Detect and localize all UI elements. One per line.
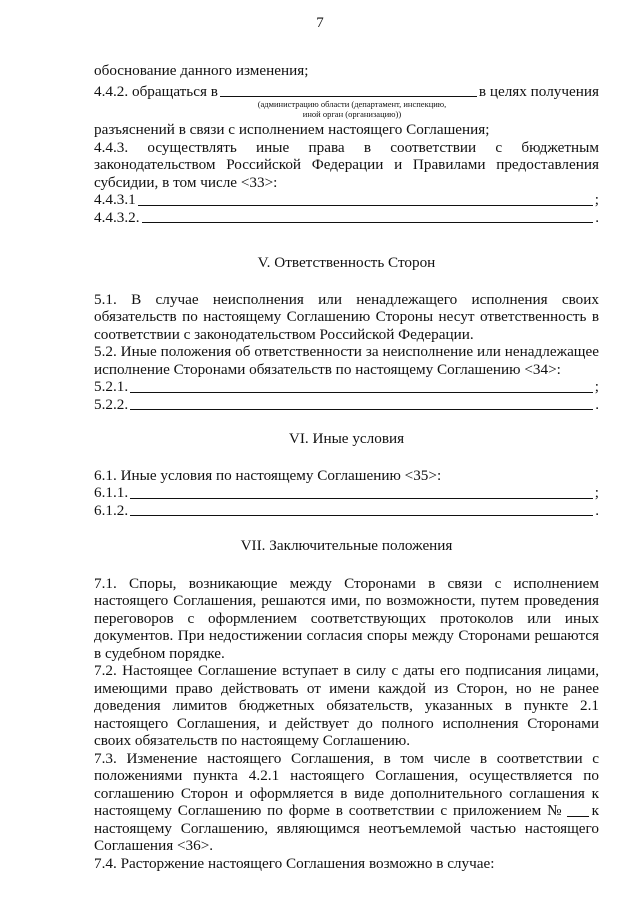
item-end: . <box>595 501 599 519</box>
blank-line <box>130 379 593 393</box>
paragraph-7-3-start: 7.3. Изменение настоящего Соглашения, в том числе в соответствии с положениями пункта 4.2.1 настоящего Соглашения, осуществляется по соглашению Сторон и оформляется в виде дополнительного соглашения к настоящему Соглашению по форме в соответствии с приложением № <box>94 749 599 819</box>
paragraph-4-4-2-end: в целях получения <box>478 82 599 100</box>
item-label: 6.1.1. <box>94 484 129 501</box>
paragraph-4-4-3-rest: законодательством Российской Федерации и Правилами предоставления субсидии, в том числе <33>: <box>94 156 599 191</box>
blank-line <box>130 502 593 516</box>
item-label: 5.2.2. <box>94 395 129 413</box>
item-label: 4.4.3.1 <box>94 191 136 208</box>
item-4-4-3-2 <box>94 209 599 227</box>
item-end: ; <box>594 378 599 395</box>
blank-line <box>130 485 593 499</box>
blank-line <box>220 83 477 97</box>
item-label: 5.2.1. <box>94 378 129 395</box>
blank-line-note: (администрацию области (департамент, инспекцию, иной орган (организацию)) <box>257 99 447 119</box>
section-5-title: V. Ответственность Сторон <box>257 254 436 271</box>
paragraph-7-2: 7.2. Настоящее Соглашение вступает в силу с даты его подписания лицами, имеющими право действовать от имени каждой из Сторон, но не ранее доведения лимитов бюджетных обязательств, указанных в пункте 2.1 настоящего Соглашения, и действует до полного исполнения Сторонами своих обязательств по настоящему Соглашению. <box>94 662 599 749</box>
paragraph-4-4-1-end: обоснование данного изменения; <box>94 62 309 79</box>
page-number: 7 <box>316 15 324 31</box>
item-6-1-2 <box>94 502 599 520</box>
paragraph-4-4-2 <box>94 83 599 101</box>
item-5-2-1 <box>94 378 599 396</box>
paragraph-6-1: 6.1. Иные условия по настоящему Соглашению <35>: <box>94 466 442 484</box>
blank-line <box>567 804 589 817</box>
paragraph-4-4-3-line1: 4.4.3. осуществлять иные права в соответствии с бюджетным <box>94 138 599 156</box>
item-end: ; <box>594 191 599 208</box>
item-end: . <box>595 208 599 226</box>
paragraph-7-3-end: к настоящему Соглашению, являющимся неотъемлемой частью настоящего Соглашения <36>. <box>94 802 599 854</box>
item-label: 4.4.3.2. <box>94 208 140 226</box>
item-end: ; <box>594 484 599 501</box>
paragraph-7-4: 7.4. Расторжение настоящего Соглашения возможно в случае: <box>94 854 495 872</box>
document-body <box>94 62 599 872</box>
section-7-title: VII. Заключительные положения <box>240 537 453 554</box>
blank-line <box>138 192 593 206</box>
item-end: . <box>595 395 599 413</box>
section-6-title: VI. Иные условия <box>288 430 405 447</box>
paragraph-5-2: 5.2. Иные положения об ответственности за неисполнение или ненадлежащее исполнение Сторонами обязательств по настоящему Соглашению <34>: <box>94 343 599 378</box>
paragraph-7-3 <box>94 750 599 855</box>
item-6-1-1 <box>94 484 599 502</box>
item-label: 6.1.2. <box>94 501 129 519</box>
item-4-4-3-1 <box>94 191 599 209</box>
paragraph-4-4-2-start: 4.4.2. обращаться в <box>94 82 218 100</box>
item-5-2-2 <box>94 396 599 414</box>
paragraph-4-4-2-continuation: разъяснений в связи с исполнением настоящего Соглашения; <box>94 121 490 138</box>
paragraph-7-1: 7.1. Споры, возникающие между Сторонами в связи с исполнением настоящего Соглашения, решаются ими, по возможности, путем проведения переговоров с оформлением соответствующих протоколов или иных документов. При недостижении согласия споры между Сторонами решаются в судебном порядке. <box>94 574 599 662</box>
blank-line <box>142 209 594 223</box>
blank-line <box>130 396 593 410</box>
paragraph-5-1: 5.1. В случае неисполнения или ненадлежащего исполнения своих обязательств по настоящему Соглашению Стороны несут ответственность в соответствии с законодательством Российской Федерации. <box>94 290 599 343</box>
